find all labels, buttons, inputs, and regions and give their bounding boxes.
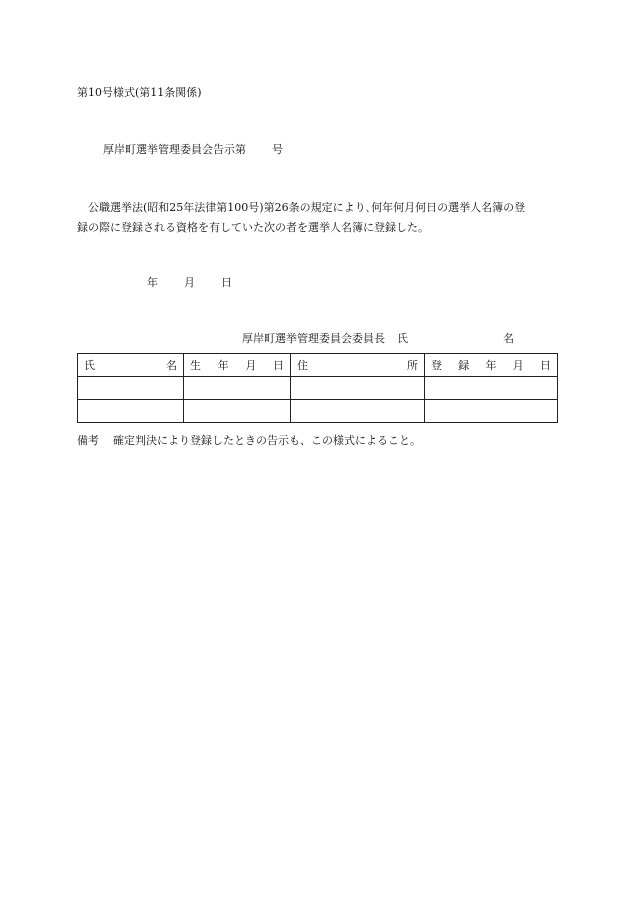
signature-title: 厚岸町選挙管理委員会委員長 — [242, 332, 385, 345]
date-day: 日 — [221, 276, 232, 289]
signature-shi: 氏 — [397, 332, 408, 345]
header-address-1: 所 — [407, 359, 418, 372]
register-table — [77, 353, 558, 423]
header-registration-date — [425, 354, 558, 377]
date-month: 月 — [184, 276, 195, 289]
header-name — [78, 354, 184, 377]
signature-line — [242, 330, 514, 346]
note-label: 備考 — [77, 434, 99, 447]
header-registration-0: 登 — [431, 359, 442, 372]
header-birthdate-0: 生 — [190, 359, 201, 372]
table-cell — [425, 400, 558, 423]
form-number: 第10号様式(第11条関係) — [77, 86, 202, 99]
note-text: 確定判決により登録したときの告示も、この様式によること。 — [113, 434, 421, 447]
body-line-1-text: 公職選挙法(昭和25年法律第100号)第26条の規定により､何年何月何日の選挙人名簿の登 — [88, 201, 526, 214]
body-line-1 — [77, 198, 557, 218]
header-address-0: 住 — [297, 359, 308, 372]
header-registration-1: 録 — [458, 359, 470, 372]
header-birthdate-2: 月 — [245, 359, 257, 372]
table-cell — [291, 400, 425, 423]
date-year: 年 — [147, 276, 158, 289]
table-cell — [184, 377, 291, 400]
table-cell — [425, 377, 558, 400]
header-registration-3: 月 — [512, 359, 524, 372]
date-line — [147, 274, 232, 290]
note-line — [77, 432, 421, 448]
header-birthdate — [184, 354, 291, 377]
header-name-1: 名 — [166, 359, 177, 372]
table-cell — [184, 400, 291, 423]
header-registration-4: 日 — [540, 359, 551, 372]
notice-title — [103, 141, 283, 157]
table-row — [78, 400, 558, 423]
signature-mei: 名 — [503, 332, 514, 345]
header-name-0: 氏 — [84, 359, 95, 372]
header-birthdate-1: 年 — [217, 359, 229, 372]
header-registration-2: 年 — [485, 359, 497, 372]
table-row — [78, 377, 558, 400]
table-header-row — [78, 354, 558, 377]
body-text — [77, 198, 557, 238]
notice-title-suffix: 号 — [272, 143, 283, 156]
table-cell — [78, 400, 184, 423]
header-birthdate-3: 日 — [272, 359, 284, 372]
body-line-2: 録の際に登録される資格を有していた次の者を選挙人名簿に登録した。 — [77, 221, 429, 234]
notice-title-prefix: 厚岸町選挙管理委員会告示第 — [103, 143, 246, 156]
table-cell — [78, 377, 184, 400]
header-address — [291, 354, 425, 377]
table-cell — [291, 377, 425, 400]
